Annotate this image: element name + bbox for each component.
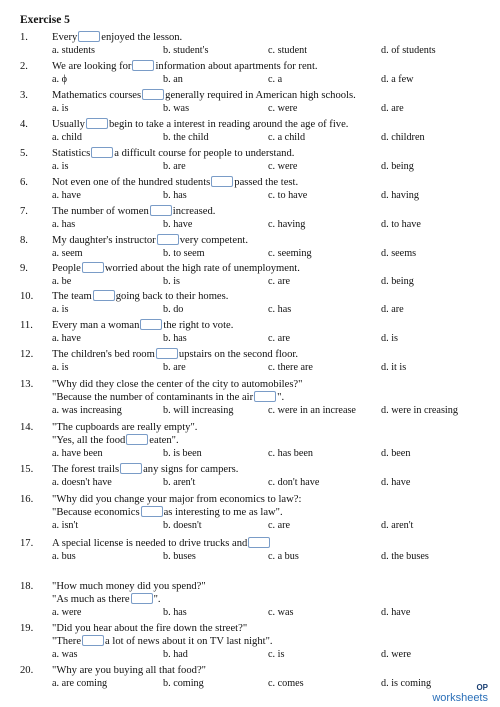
answer-options bbox=[52, 476, 492, 489]
question-text-part: "There bbox=[52, 636, 82, 647]
option-c[interactable]: c. were bbox=[268, 103, 298, 114]
option-a[interactable]: a. seem bbox=[52, 248, 83, 259]
question-text-part: People bbox=[52, 263, 81, 274]
option-b[interactable]: b. are bbox=[163, 362, 186, 373]
option-a[interactable]: a. is bbox=[52, 161, 69, 172]
question-text-part: Usually bbox=[52, 119, 85, 130]
question-text bbox=[52, 593, 161, 606]
question-text-part: "Because economics bbox=[52, 507, 140, 518]
question-number: 4. bbox=[20, 119, 28, 130]
option-c[interactable]: c. a bbox=[268, 74, 283, 85]
question-text-part: a lot of news about it on TV last night". bbox=[105, 636, 273, 647]
option-c[interactable]: c. has bbox=[268, 304, 292, 315]
question-number: 16. bbox=[20, 494, 34, 505]
answer-blank[interactable] bbox=[93, 290, 115, 301]
question-text bbox=[52, 493, 301, 506]
question-number: 10. bbox=[20, 291, 34, 302]
question-text-part: The children's bed room bbox=[52, 349, 155, 360]
answer-options bbox=[52, 361, 492, 374]
answer-options bbox=[52, 218, 492, 231]
option-b[interactable]: b. is been bbox=[163, 448, 202, 459]
answer-blank[interactable] bbox=[82, 635, 104, 646]
question-text bbox=[52, 290, 228, 303]
option-a[interactable]: a. are coming bbox=[52, 678, 108, 689]
question-text bbox=[52, 262, 300, 275]
question-text bbox=[52, 537, 271, 550]
question-text bbox=[52, 319, 233, 332]
answer-options bbox=[52, 677, 492, 690]
option-b[interactable]: b. are bbox=[163, 161, 186, 172]
question-number: 11. bbox=[20, 320, 33, 331]
answer-options bbox=[52, 303, 492, 316]
question-text bbox=[52, 434, 179, 447]
option-c[interactable]: c. to have bbox=[268, 190, 308, 201]
option-c[interactable]: c. are bbox=[268, 333, 291, 344]
option-a[interactable]: a. were bbox=[52, 607, 82, 618]
option-a[interactable]: a. have bbox=[52, 333, 81, 344]
question-text bbox=[52, 463, 238, 476]
option-c[interactable]: c. don't have bbox=[268, 477, 320, 488]
option-b[interactable]: b. has bbox=[163, 333, 187, 344]
question-text-part: A special license is needed to drive trucks and bbox=[52, 538, 248, 549]
option-d[interactable]: d. been bbox=[381, 448, 411, 459]
option-a[interactable]: a. ϕ bbox=[52, 74, 67, 85]
option-b[interactable]: b. do bbox=[163, 304, 184, 315]
option-d[interactable]: d. having bbox=[381, 190, 419, 201]
question-text-part: worried about the high rate of unemployment. bbox=[104, 263, 300, 274]
question-number: 6. bbox=[20, 177, 28, 188]
question-text bbox=[52, 664, 206, 677]
question-text-part: "How much money did you spend?" bbox=[52, 581, 206, 592]
answer-options bbox=[52, 606, 492, 619]
question-text bbox=[52, 506, 283, 519]
answer-options bbox=[52, 160, 492, 173]
option-b[interactable]: b. will increasing bbox=[163, 405, 234, 416]
question-text-part: eaten". bbox=[149, 435, 179, 446]
question-text-part: generally required in American high schools. bbox=[165, 90, 356, 101]
question-text bbox=[52, 580, 206, 593]
answer-options bbox=[52, 73, 492, 86]
option-d[interactable]: d. have bbox=[381, 477, 411, 488]
answer-options bbox=[52, 519, 492, 532]
option-d[interactable]: d. aren't bbox=[381, 520, 414, 531]
question-text-part: "Why are you buying all that food?" bbox=[52, 665, 206, 676]
question-text-part: The number of women bbox=[52, 206, 149, 217]
answer-options bbox=[52, 131, 492, 144]
question-text bbox=[52, 205, 215, 218]
question-number: 20. bbox=[20, 665, 34, 676]
question-text-part: The forest trails bbox=[52, 464, 120, 475]
option-c[interactable]: c. student bbox=[268, 45, 308, 56]
option-a[interactable]: a. isn't bbox=[52, 520, 79, 531]
question-number: 3. bbox=[20, 90, 28, 101]
question-number: 15. bbox=[20, 464, 34, 475]
question-text-part: information about apartments for rent. bbox=[155, 61, 318, 72]
question-text bbox=[52, 118, 348, 131]
answer-options bbox=[52, 44, 492, 57]
option-a[interactable]: a. bus bbox=[52, 551, 76, 562]
option-d[interactable]: d. have bbox=[381, 607, 411, 618]
option-c[interactable]: c. having bbox=[268, 219, 306, 230]
question-text bbox=[52, 378, 302, 391]
option-c[interactable]: c. a bus bbox=[268, 551, 299, 562]
question-text bbox=[52, 348, 298, 361]
question-text bbox=[52, 391, 284, 404]
option-c[interactable]: c. were bbox=[268, 161, 298, 172]
brand-main-text: worksheets bbox=[432, 692, 488, 704]
question-number: 9. bbox=[20, 263, 28, 274]
question-text-part: any signs for campers. bbox=[143, 464, 239, 475]
question-text-part: "Why did you change your major from economics to law?: bbox=[52, 494, 302, 505]
option-c[interactable]: c. were in an increase bbox=[268, 405, 356, 416]
question-text-part: as interesting to me as law". bbox=[163, 507, 283, 518]
option-a[interactable]: a. have bbox=[52, 190, 81, 201]
option-c[interactable]: c. are bbox=[268, 520, 291, 531]
option-d[interactable]: d. being bbox=[381, 161, 414, 172]
question-text-part: "As much as there bbox=[52, 594, 130, 605]
question-text-part: "The cupboards are really empty". bbox=[52, 422, 198, 433]
exercise-title: Exercise 5 bbox=[20, 14, 70, 26]
question-text-part: Every man a woman bbox=[52, 320, 140, 331]
question-number: 14. bbox=[20, 422, 34, 433]
option-d[interactable]: d. are bbox=[381, 103, 404, 114]
option-d[interactable]: d. it is bbox=[381, 362, 407, 373]
answer-options bbox=[52, 275, 492, 288]
question-text-part: Mathematics courses bbox=[52, 90, 142, 101]
answer-blank[interactable] bbox=[126, 434, 148, 445]
answer-blank[interactable] bbox=[82, 262, 104, 273]
question-text bbox=[52, 234, 248, 247]
option-c[interactable]: c. comes bbox=[268, 678, 304, 689]
option-d[interactable]: d. were in creasing bbox=[381, 405, 458, 416]
option-d[interactable]: d. being bbox=[381, 276, 414, 287]
answer-blank[interactable] bbox=[156, 348, 178, 359]
question-number: 17. bbox=[20, 538, 34, 549]
option-c[interactable]: c. is bbox=[268, 649, 285, 660]
option-b[interactable]: b. student's bbox=[163, 45, 209, 56]
question-text-part: enjoyed the lesson. bbox=[101, 32, 183, 43]
option-b[interactable]: b. coming bbox=[163, 678, 204, 689]
answer-options bbox=[52, 332, 492, 345]
option-d[interactable]: d. were bbox=[381, 649, 411, 660]
answer-blank[interactable] bbox=[157, 234, 179, 245]
option-a[interactable]: a. doesn't have bbox=[52, 477, 112, 488]
answer-blank[interactable] bbox=[248, 537, 270, 548]
question-text-part: the right to vote. bbox=[163, 320, 234, 331]
question-number: 1. bbox=[20, 32, 28, 43]
question-number: 18. bbox=[20, 581, 34, 592]
question-text-part: upstairs on the second floor. bbox=[178, 349, 298, 360]
answer-blank[interactable] bbox=[150, 205, 172, 216]
question-text-part: going back to their homes. bbox=[115, 291, 229, 302]
question-text bbox=[52, 60, 318, 73]
option-a[interactable]: a. have been bbox=[52, 448, 103, 459]
answer-blank[interactable] bbox=[91, 147, 113, 158]
option-c[interactable]: c. was bbox=[268, 607, 294, 618]
question-text bbox=[52, 147, 294, 160]
answer-blank[interactable] bbox=[120, 463, 142, 474]
option-a[interactable]: a. child bbox=[52, 132, 82, 143]
option-c[interactable]: c. seeming bbox=[268, 248, 312, 259]
answer-options bbox=[52, 102, 492, 115]
option-a[interactable]: a. be bbox=[52, 276, 72, 287]
question-number: 7. bbox=[20, 206, 28, 217]
option-b[interactable]: b. an bbox=[163, 74, 183, 85]
answer-blank[interactable] bbox=[131, 593, 153, 604]
option-d[interactable]: d. a few bbox=[381, 74, 414, 85]
question-text-part: a difficult course for people to understand. bbox=[114, 148, 295, 159]
option-d[interactable]: d. the buses bbox=[381, 551, 429, 562]
option-a[interactable]: a. is bbox=[52, 304, 69, 315]
answer-options bbox=[52, 189, 492, 202]
question-text-part: "Because the number of contaminants in the air bbox=[52, 392, 254, 403]
question-number: 13. bbox=[20, 379, 34, 390]
question-text-part: Statistics bbox=[52, 148, 91, 159]
option-d[interactable]: d. children bbox=[381, 132, 425, 143]
answer-blank[interactable] bbox=[140, 319, 162, 330]
option-d[interactable]: d. to have bbox=[381, 219, 421, 230]
question-text-part: Every bbox=[52, 32, 78, 43]
answer-blank[interactable] bbox=[142, 89, 164, 100]
answer-blank[interactable] bbox=[78, 31, 100, 42]
option-c[interactable]: c. a child bbox=[268, 132, 306, 143]
option-d[interactable]: d. are bbox=[381, 304, 404, 315]
question-text-part: increased. bbox=[172, 206, 216, 217]
question-number: 19. bbox=[20, 623, 34, 634]
option-a[interactable]: a. is bbox=[52, 103, 69, 114]
option-b[interactable]: b. buses bbox=[163, 551, 196, 562]
question-number: 5. bbox=[20, 148, 28, 159]
question-number: 2. bbox=[20, 61, 28, 72]
option-c[interactable]: c. are bbox=[268, 276, 291, 287]
option-a[interactable]: a. was increasing bbox=[52, 405, 122, 416]
question-text-part: very competent. bbox=[179, 235, 248, 246]
brand-small-text: OP bbox=[476, 683, 488, 692]
question-text bbox=[52, 89, 356, 102]
option-b[interactable]: b. is bbox=[163, 276, 180, 287]
question-text-part: "Why did they close the center of the city to automobiles?" bbox=[52, 379, 303, 390]
option-d[interactable]: d. of students bbox=[381, 45, 436, 56]
option-c[interactable]: c. has been bbox=[268, 448, 313, 459]
question-text-part: My daughter's instructor bbox=[52, 235, 156, 246]
question-number: 12. bbox=[20, 349, 34, 360]
answer-options bbox=[52, 550, 492, 563]
option-b[interactable]: b. had bbox=[163, 649, 188, 660]
question-text-part: The team bbox=[52, 291, 92, 302]
answer-options bbox=[52, 404, 492, 417]
answer-blank[interactable] bbox=[132, 60, 154, 71]
option-a[interactable]: a. students bbox=[52, 45, 96, 56]
answer-blank[interactable] bbox=[86, 118, 108, 129]
option-b[interactable]: b. was bbox=[163, 103, 190, 114]
question-text bbox=[52, 31, 182, 44]
option-b[interactable]: b. has bbox=[163, 607, 187, 618]
option-b[interactable]: b. have bbox=[163, 219, 193, 230]
answer-options bbox=[52, 648, 492, 661]
question-text bbox=[52, 635, 273, 648]
answer-blank[interactable] bbox=[141, 506, 163, 517]
question-text bbox=[52, 622, 247, 635]
option-a[interactable]: a. was bbox=[52, 649, 78, 660]
option-d[interactable]: d. seems bbox=[381, 248, 417, 259]
answer-blank[interactable] bbox=[211, 176, 233, 187]
option-b[interactable]: b. doesn't bbox=[163, 520, 202, 531]
option-d[interactable]: d. is coming bbox=[381, 678, 432, 689]
question-number: 8. bbox=[20, 235, 28, 246]
option-c[interactable]: c. there are bbox=[268, 362, 313, 373]
question-text-part: Not even one of the hundred students bbox=[52, 177, 211, 188]
question-text-part: begin to take a interest in reading around the age of five. bbox=[108, 119, 349, 130]
option-d[interactable]: d. is bbox=[381, 333, 398, 344]
option-b[interactable]: b. aren't bbox=[163, 477, 196, 488]
option-a[interactable]: a. is bbox=[52, 362, 69, 373]
brand-logo bbox=[432, 683, 488, 703]
answer-blank[interactable] bbox=[254, 391, 276, 402]
question-text-part: We are looking for bbox=[52, 61, 132, 72]
option-b[interactable]: b. has bbox=[163, 190, 187, 201]
option-b[interactable]: b. the child bbox=[163, 132, 209, 143]
option-a[interactable]: a. has bbox=[52, 219, 76, 230]
answer-options bbox=[52, 247, 492, 260]
question-text-part: "Did you hear about the fire down the street?" bbox=[52, 623, 248, 634]
question-text-part: ". bbox=[153, 594, 161, 605]
question-text-part: ". bbox=[277, 392, 285, 403]
option-b[interactable]: b. to seem bbox=[163, 248, 205, 259]
question-text bbox=[52, 421, 197, 434]
question-text-part: "Yes, all the food bbox=[52, 435, 126, 446]
question-text bbox=[52, 176, 298, 189]
answer-options bbox=[52, 447, 492, 460]
question-text-part: passed the test. bbox=[234, 177, 299, 188]
